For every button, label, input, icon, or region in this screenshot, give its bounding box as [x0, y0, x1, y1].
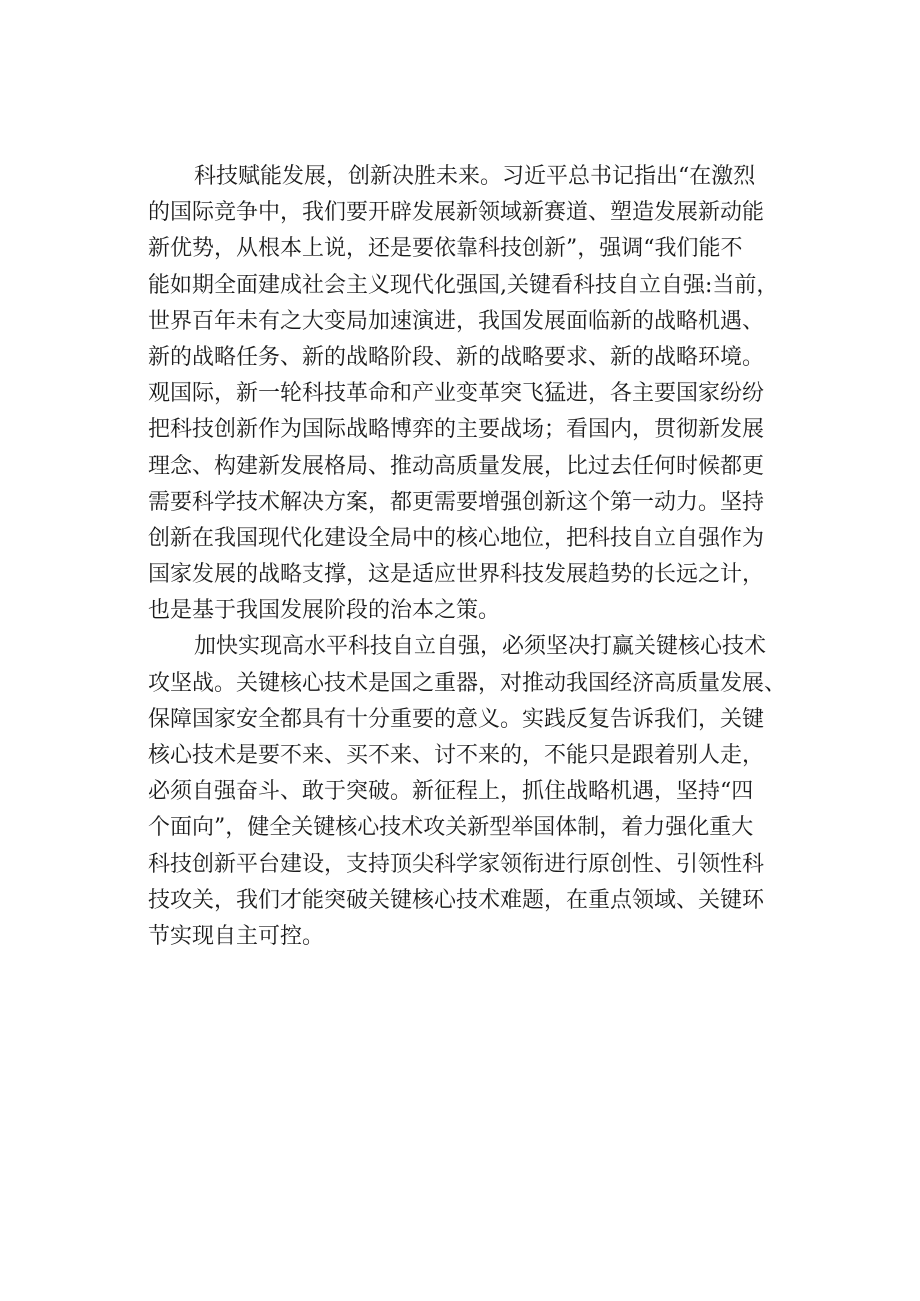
paragraph-line: 节实现自主可控。 [148, 923, 325, 949]
paragraph-line: 创新在我国现代化建设全局中的核心地位，把科技自立自强作为 [148, 525, 765, 551]
paragraph-line: 新优势，从根本上说，还是要依靠科技创新”，强调“我们能不 [148, 236, 743, 262]
document-body [148, 159, 828, 955]
paragraph-line: 技攻关，我们才能突破关键核心技术难题，在重点领域、关键环 [148, 887, 765, 913]
paragraph-line: 攻坚战。关键核心技术是国之重器，对推动我国经济高质量发展、 [148, 670, 787, 696]
paragraph-line: 把科技创新作为国际战略博弈的主要战场；看国内，贯彻新发展 [148, 417, 765, 443]
paragraph-2 [148, 629, 828, 955]
paragraph-line: 科技创新平台建设，支持顶尖科学家领衔进行原创性、引领性科 [148, 851, 765, 877]
paragraph-line: 加快实现高水平科技自立自强，必须坚决打赢关键核心技术 [194, 634, 767, 660]
paragraph-line: 个面向”，健全关键核心技术攻关新型举国体制，着力强化重大 [148, 815, 754, 841]
paragraph-line: 保障国家安全都具有十分重要的意义。实践反复告诉我们，关键 [148, 706, 765, 732]
paragraph-line: 世界百年未有之大变局加速演进，我国发展面临新的战略机遇、 [148, 308, 765, 334]
paragraph-line: 能如期全面建成社会主义现代化强国,关键看科技自立自强:当前， [148, 272, 779, 298]
paragraph-line: 需要科学技术解决方案，都更需要增强创新这个第一动力。坚持 [148, 489, 765, 515]
paragraph-line: 国家发展的战略支撑，这是适应世界科技发展趋势的长远之计， [148, 562, 765, 588]
paragraph-line: 核心技术是要不来、买不来、讨不来的，不能只是跟着别人走， [148, 743, 765, 768]
paragraph-line: 必须自强奋斗、敢于突破。新征程上，抓住战略机遇，坚持“四 [148, 779, 754, 805]
paragraph-line: 也是基于我国发展阶段的治本之策。 [148, 598, 501, 624]
paragraph-1 [148, 159, 828, 629]
paragraph-line: 观国际，新一轮科技革命和产业变革突飞猛进，各主要国家纷纷 [148, 381, 765, 407]
paragraph-line: 的国际竞争中，我们要开辟发展新领域新赛道、塑造发展新动能 [148, 200, 765, 226]
paragraph-line: 新的战略任务、新的战略阶段、新的战略要求、新的战略环境。 [148, 344, 765, 370]
paragraph-line: 理念、构建新发展格局、推动高质量发展，比过去任何时候都更 [148, 453, 765, 479]
paragraph-line: 科技赋能发展，创新决胜未来。习近平总书记指出“在激烈 [194, 164, 756, 189]
